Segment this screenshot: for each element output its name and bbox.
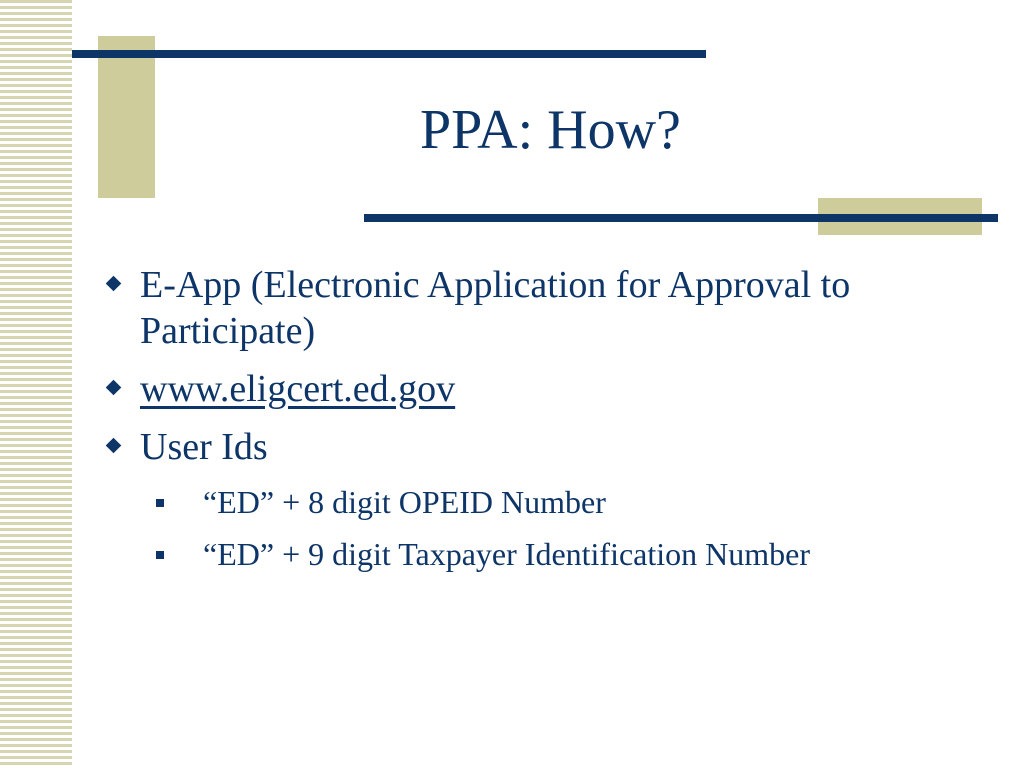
- eligcert-link[interactable]: www.eligcert.ed.gov: [140, 368, 456, 410]
- decorative-rule-bottom: [364, 214, 998, 222]
- sub-bullet-text: “ED” + 9 digit Taxpayer Identification Number: [203, 536, 811, 572]
- sub-bullet-item-opeid: [104, 482, 984, 522]
- square-bullet-icon: [156, 499, 164, 507]
- decorative-stripe-band: [0, 0, 72, 768]
- bullet-item-eapp: [104, 262, 984, 354]
- sub-bullet-text: “ED” + 8 digit OPEID Number: [203, 484, 606, 520]
- decorative-rule-top: [72, 50, 706, 58]
- bullet-text: User Ids: [140, 426, 268, 468]
- sub-bullet-item-tin: [104, 534, 984, 574]
- diamond-bullet-icon: [106, 380, 122, 396]
- slide-title: PPA: How?: [420, 99, 681, 161]
- bullet-item-user-ids: [104, 424, 984, 470]
- diamond-bullet-icon: [106, 438, 122, 454]
- slide-content: [104, 262, 984, 586]
- bullet-item-website: [104, 366, 984, 412]
- square-bullet-icon: [156, 551, 164, 559]
- bullet-text: E-App (Electronic Application for Approval to Participate): [140, 264, 851, 352]
- diamond-bullet-icon: [106, 276, 122, 292]
- decorative-block-top: [98, 36, 155, 198]
